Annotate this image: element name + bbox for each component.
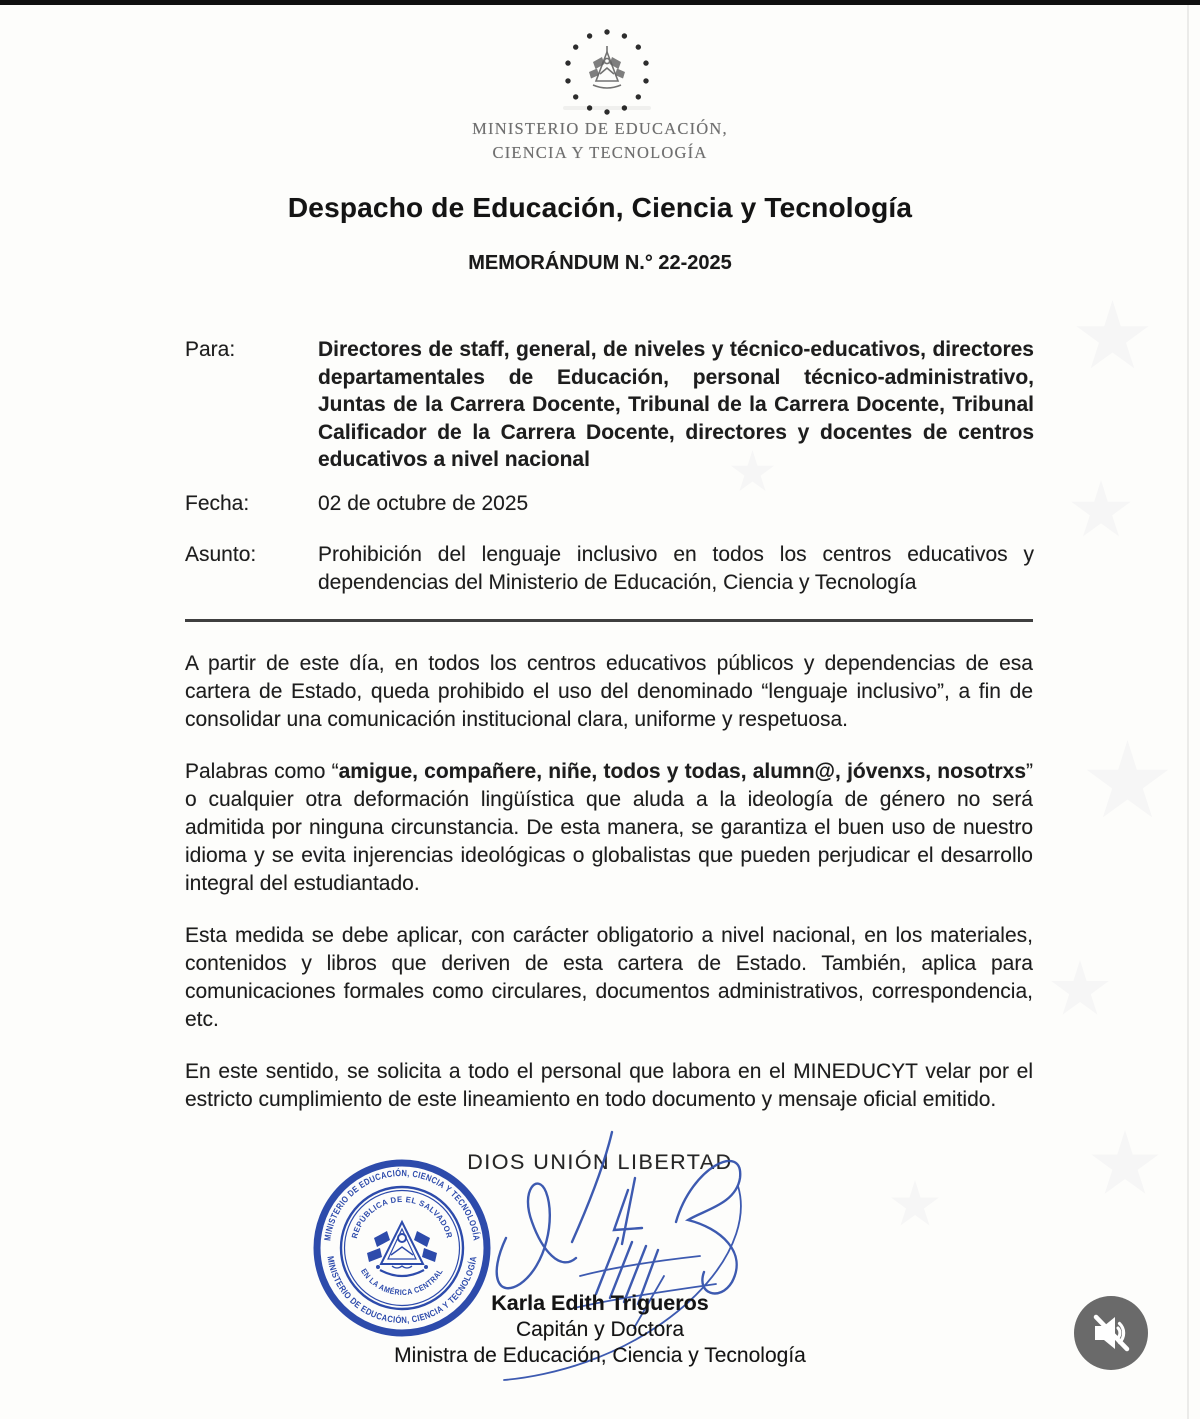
body-paragraph-2 (185, 758, 1033, 898)
asunto-value: Prohibición del lenguaje inclusivo en todos los centros educativos y dependencias del Ministerio de Educación, Ciencia y Tecnología (318, 543, 1034, 594)
national-motto: DIOS UNIÓN LIBERTAD (467, 1150, 733, 1174)
body-paragraph-3: Esta medida se debe aplicar, con carácter obligatorio a nivel nacional, en los materiales, contenidos y libros que deriven de esta cartera de Estado. También, aplica para comunicaciones formales como circulares, documentos administrativos, correspondencia, etc. (185, 924, 1033, 1031)
memo-meta-block (185, 336, 1034, 596)
seal-shadow (563, 106, 651, 110)
para-value: Directores de staff, general, de niveles y técnico-educativos, directores departamentales de Educación, personal técnico-administrativo, Juntas de la Carrera Docente, Tribunal de la Carrera Docente, Tribunal Calificador de la Carrera Docente, directores y docentes de centros educativos a nivel nacional (318, 338, 1034, 471)
muted-speaker-icon (1074, 1296, 1148, 1370)
signer-title: Ministra de Educación, Ciencia y Tecnología (394, 1344, 806, 1367)
separator-rule (185, 619, 1033, 622)
meta-row-asunto (185, 541, 1034, 596)
memo-body (185, 650, 1033, 1138)
stamp-outer-top-text: MINISTERIO DE EDUCACIÓN, CIENCIA Y TECNOLOGÍA (322, 1167, 482, 1243)
ministry-name-line2: CIENCIA Y TECNOLOGÍA (492, 143, 708, 162)
stamp-inner-top-text: REPÚBLICA DE EL SALVADOR (350, 1194, 455, 1240)
stamp-coat-of-arms (380, 1222, 424, 1276)
fecha-label: Fecha: (185, 491, 250, 515)
stamp-outer-bottom-text: MINISTERIO DE EDUCACIÓN, CIENCIA Y TECNOLOGÍA (325, 1254, 479, 1326)
paragraph-2-prefix: Palabras como “ (185, 760, 339, 783)
signature-block (0, 1290, 1200, 1370)
body-paragraph-4: En este sentido, se solicita a todo el personal que labora en el MINEDUCYT velar por el estricto cumplimiento de este lineamiento en todo documento y mensaje oficial emitido. (185, 1060, 1033, 1111)
asunto-label: Asunto: (185, 543, 257, 566)
fecha-value: 02 de octubre de 2025 (318, 491, 529, 515)
para-label: Para: (185, 338, 236, 361)
top-edge-bar (0, 0, 1200, 5)
paragraph-2-suffix: ” o cualquier otra deformación lingüística que aluda a la ideología de género no será admitida por ninguna circunstancia. De esta manera, se garantiza el buen uso de nuestro idioma y se evita injerencias ideológicas o globalistas que pueden perjudicar el desarrollo integral del estudiantado. (185, 760, 1033, 895)
svg-text:REPÚBLICA DE EL SALVADOR (350, 1195, 454, 1240)
meta-row-para (185, 336, 1034, 474)
ministry-name-line1: MINISTERIO DE EDUCACIÓN, (472, 119, 728, 138)
signer-rank: Capitán y Doctora (515, 1317, 685, 1341)
office-title: Despacho de Educación, Ciencia y Tecnología (287, 192, 913, 223)
mute-button[interactable] (1074, 1296, 1148, 1370)
stamp-inner-bottom-text: EN LA AMÉRICA CENTRAL (359, 1266, 446, 1298)
signer-name: Karla Edith Trigueros (491, 1291, 709, 1315)
paragraph-2-banned-words: amigue, compañere, niñe, todos y todas, alumn@, jóvenxs, nosotrxs (338, 760, 1026, 783)
ministry-name (0, 117, 1200, 165)
meta-row-fecha (185, 490, 1034, 518)
memo-number: MEMORÁNDUM N.° 22-2025 (468, 252, 732, 274)
body-paragraph-1: A partir de este día, en todos los centros educativos públicos y dependencias de esa cartera de Estado, queda prohibido el uso del denominado “lenguaje inclusivo”, a fin de consolidar una comunicación institucional clara, uniforme y respetuosa. (185, 652, 1033, 731)
